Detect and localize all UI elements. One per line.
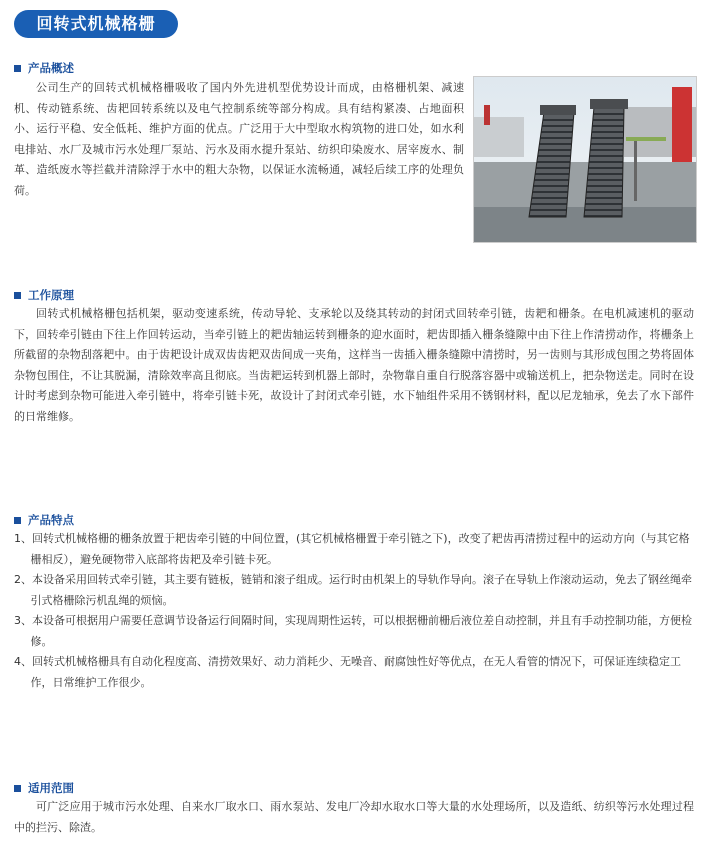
overview-text: 公司生产的回转式机械格栅吸收了国内外先进机型优势设计而成，由格栅机架、减速机、传动链系统、齿耙回转系统以及电气控制系统等部分构成。具有结构紧凑、占地面积小、运行平稳、安全低耗、维护方面的优点。广泛用于大中型取水构筑物的进口处，如水利电排站、水厂及城市污水处理厂泵站、污水及雨水提升泵站、纺织印染废水、居宰废水、制革、造纸废水等拦截并清除浮于水中的粗大杂物，以保证水流畅通，减轻后续工序的处理负荷。 — [14, 81, 464, 197]
scope-text: 可广泛应用于城市污水处理、自来水厂取水口、雨水泵站、发电厂冷却水取水口等大量的水处理场所，以及造纸、纺织等污水处理过程中的拦污、除渣。 — [14, 800, 694, 834]
list-item: 3、本设备可根据用户需要任意调节设备运行间隔时间，实现周期性运转，可以根据栅前栅后液位差自动控制，并且有手动控制功能，方便检修。 — [14, 614, 692, 648]
principle-heading-label: 工作原理 — [28, 288, 74, 302]
overview-heading-label: 产品概述 — [28, 61, 74, 75]
square-bullet-icon — [14, 785, 21, 792]
list-item: 1、回转式机械格栅的栅条放置于耙齿牵引链的中间位置，(其它机械格栅置于牵引链之下)，改变了耙齿再清捞过程中的运动方向（与其它格栅相反），避免硬物带入底部将齿耙及牵引链卡死。 — [14, 532, 690, 566]
section-heading-principle — [14, 287, 74, 303]
section-heading-scope — [14, 780, 74, 796]
square-bullet-icon — [14, 517, 21, 524]
list-item: 2、本设备采用回转式牵引链，其主要有链板，链销和滚子组成。运行时由机架上的导轨作导向。滚子在导轨上作滚动运动，免去了钢丝绳牵引式格栅除污机乱绳的烦恼。 — [14, 573, 692, 607]
grating-machine-photo-icon — [474, 77, 696, 242]
features-list — [14, 529, 694, 693]
product-photo — [473, 76, 697, 243]
features-heading-label: 产品特点 — [28, 513, 74, 527]
principle-text: 回转式机械格栅包括机架，驱动变速系统，传动导轮、支承轮以及绕其转动的封闭式回转牵引链，齿耙和栅条。在电机减速机的驱动下，回转牵引链由下往上作回转运动，当牵引链上的耙齿轴运转到栅条的迎水面时，耙齿即插入栅条缝隙中由下往上作清捞动作，将栅条上所截留的杂物刮落耙中。由于齿耙设计成双齿齿耙双齿间成一夹角，这样当一齿插入栅条缝隙中清捞时，另一齿则与其形成包围之势将固体杂物包围住，不让其脱漏，清除效率高且彻底。当齿耙运转到机器上部时，杂物靠自重自行脱落容器中或输送机上，把杂物送走。同时在设计时考虑到杂物可能进入牵引链中，将牵引链卡死，故设计了封闭式牵引链，水下轴组件采用不锈钢材料，配以尼龙轴承，免去了水下部件的日常维修。 — [14, 307, 694, 423]
section-heading-features — [14, 512, 74, 528]
square-bullet-icon — [14, 292, 21, 299]
square-bullet-icon — [14, 65, 21, 72]
list-item: 4、回转式机械格栅具有自动化程度高、清捞效果好、动力消耗少、无噪音、耐腐蚀性好等优点，在无人看管的情况下，可保证连续稳定工作，日常维护工作很少。 — [14, 655, 681, 689]
page-title: 回转式机械格栅 — [14, 10, 178, 38]
section-heading-overview — [14, 60, 74, 76]
scope-heading-label: 适用范围 — [28, 781, 74, 795]
